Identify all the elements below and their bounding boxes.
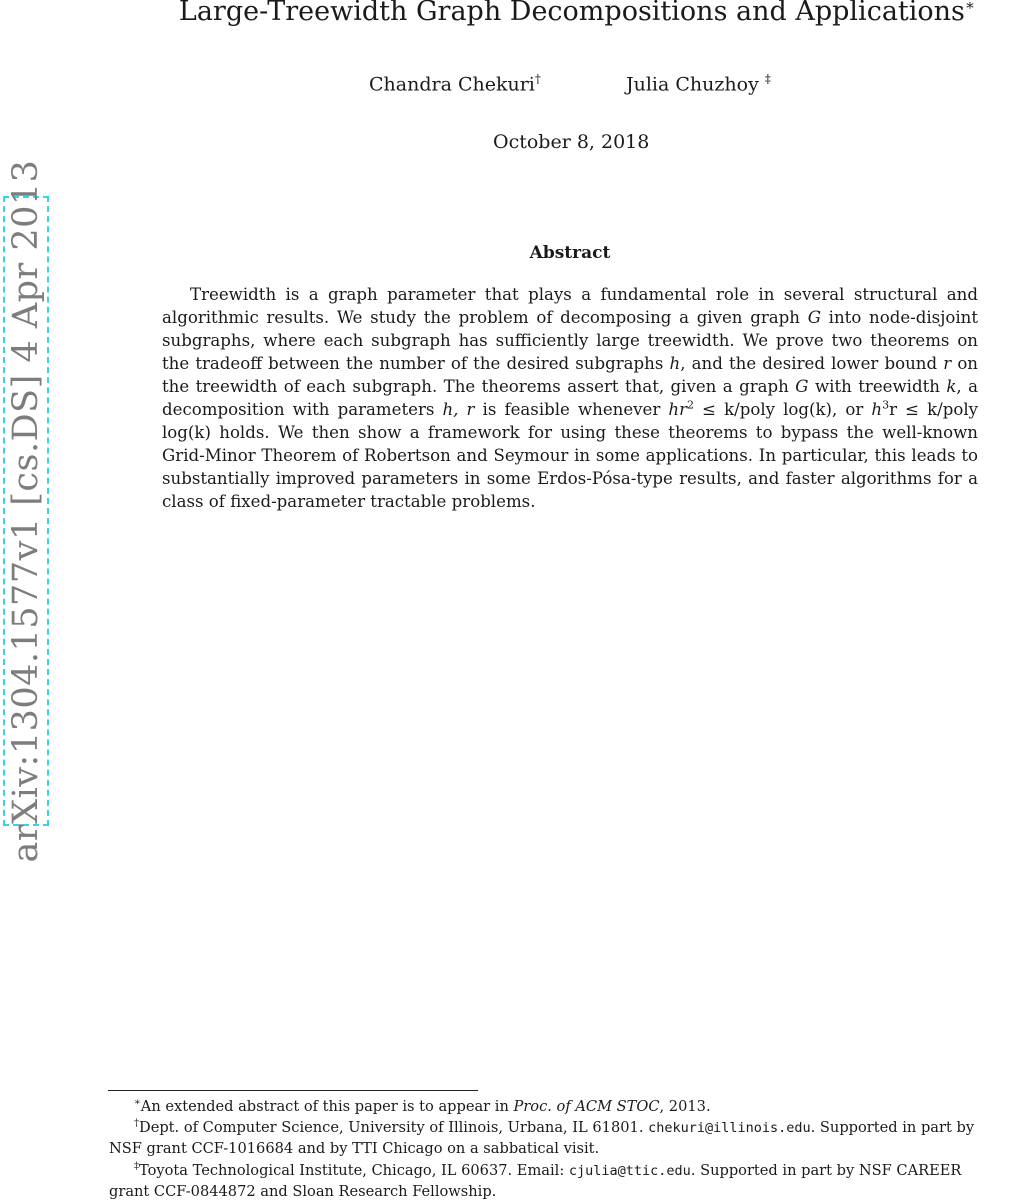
footnote-2: †Dept. of Computer Science, University of Illinois, Urbana, IL 61801. chekuri@illinois.edu. Supported in part by: [134, 1118, 975, 1136]
paper-title: Large-Treewidth Graph Decompositions and Applications∗: [0, 0, 1030, 27]
email-chekuri: chekuri@illinois.edu: [648, 1120, 811, 1136]
author-1: Chandra Chekuri†: [369, 72, 541, 96]
abstract-heading: Abstract: [529, 243, 611, 263]
email-cjulia: cjulia@ttic.edu: [568, 1163, 691, 1179]
arxiv-stamp: arXiv:1304.1577v1 [cs.DS] 4 Apr 2013: [6, 159, 46, 863]
footnote-2-line-2: NSF grant CCF-1016684 and by TTI Chicago on a sabbatical visit.: [109, 1140, 600, 1157]
footnote-1: ∗An extended abstract of this paper is to appear in Proc. of ACM STOC, 2013.: [134, 1097, 711, 1115]
abstract-body: Treewidth is a graph parameter that plays a fundamental role in several structural and algorithmic results. We study the problem of decomposing a given graph G into node-disjoint subgraphs, where each subgraph has sufficiently large treewidth. We prove two theorems on the tradeoff between the number of the desired subgraphs h, and the desired lower bound r on the treewidth of each subgraph. The theorems assert that, given a graph G with treewidth k, a decomposition with parameters h, r is feasible whenever $hr^2$ ≤ k/poly log(k), or $h^3r$ ≤ k/poly log(k) holds. We then show a framework for using these theorems to bypass the well-known Grid-Minor Theorem of Robertson and Seymour in some applications. In particular, this leads to substantially improved parameters in some Erdos-Pósa-type results, and faster algorithms for a class of fixed-parameter tractable problems.: [162, 285, 979, 511]
footnote-rule: [108, 1090, 478, 1091]
footnote-3: ‡Toyota Technological Institute, Chicago, IL 60637. Email: cjulia@ttic.edu. Supported in part by NSF CAREER: [134, 1161, 962, 1179]
author-2: Julia Chuzhoy ‡: [626, 72, 771, 96]
title-footnote-mark: ∗: [964, 0, 976, 14]
paper-date: October 8, 2018: [493, 131, 650, 153]
footnote-3-line-2: grant CCF-0844872 and Sloan Research Fellowship.: [109, 1183, 497, 1200]
